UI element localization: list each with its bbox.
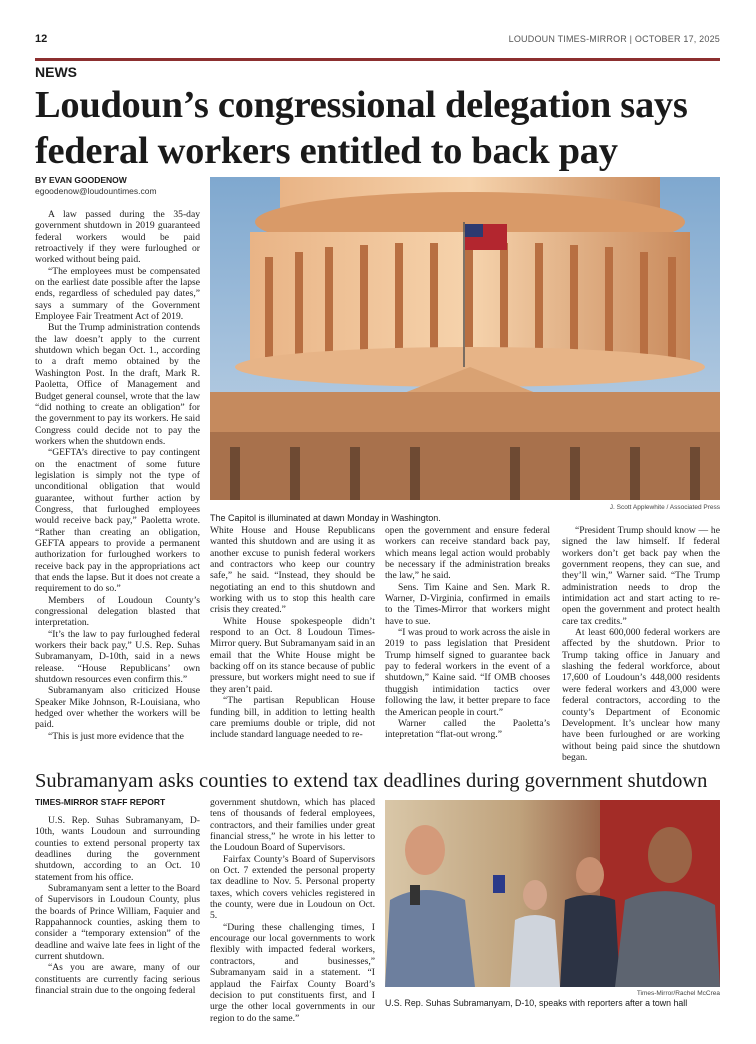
page-number: 12 — [35, 33, 48, 45]
capitol-photo — [210, 177, 720, 500]
story2-column-2 — [210, 797, 375, 1024]
paragraph: “This is just more evidence that the — [48, 730, 184, 742]
paragraph: But the Trump administration contends the law doesn’t apply to the current shutdown which began Oct. 1., according to a draft memo obtained by the Washington Post. In the draft, Mark R. Paoletta, Office of Management and Budget general counsel, wrote that the law “did nothing to create an obligation” for the government to pay its workers. He said Congress could decide not to pay the workers when the shutdown ends. — [35, 322, 200, 447]
headline-2: Subramanyam asks counties to extend tax deadlines during government shutdown — [35, 770, 708, 792]
story1-column-2 — [210, 525, 375, 741]
reporters-image — [385, 800, 720, 987]
paragraph: Members of Loudoun County’s congressional delegation blasted that interpretation. — [35, 594, 200, 629]
byline: BY EVAN GOODENOW — [35, 175, 127, 185]
section-rule — [35, 58, 720, 61]
paragraph: Fairfax County’s Board of Supervisors on Oct. 7 extended the personal property tax deadline to Nov. 5. Personal property taxes, which covers vehicles registered in the county, were due in Loudoun on Oct. 5. — [210, 853, 375, 922]
paragraph: Subramanyam sent a letter to the Board of Supervisors in Loudoun County, plus the boards of Prince William, Faquier and Rappahannock counties, asking them to consider a “temporary extension” of the deadline and waive late fees in light of the current shutdown. — [35, 883, 200, 963]
town-hall-photo — [385, 800, 720, 987]
photo-caption: The Capitol is illuminated at dawn Monday in Washington. — [210, 513, 441, 523]
photo-credit-2: Times-Mirror/Rachel McCrea — [636, 990, 720, 997]
story1-column-3 — [385, 525, 550, 741]
paragraph: U.S. Rep. Suhas Subramanyam, D-10th, wants Loudoun and surrounding counties to extend personal property tax deadlines during the government shutdown, according to an Oct. 10 statement from his office. — [35, 815, 200, 883]
author-email[interactable]: egoodenow@loudountimes.com — [35, 186, 157, 196]
paragraph: A law passed during the 35-day government shutdown in 2019 guaranteed federal workers would be paid retroactively if they were furloughed or worked without being paid. — [35, 209, 200, 266]
section-label: NEWS — [35, 64, 77, 80]
headline: Loudoun’s congressional delegation says federal workers entitled to back pay — [35, 84, 688, 172]
paragraph: “During these challenging times, I encourage our local governments to work flexibly with impacted federal workers, contractors, and businesses,” Subramanyam said in a statement. “I applaud the Fairfax County Board’s decision to put constituents first, and I urge the other local governments in our region to do the same.” — [210, 921, 375, 1024]
paragraph: open the government and ensure federal workers can receive standard back pay, which means legal action would probably be necessary if the administration breaks the law,” he said. — [385, 525, 550, 582]
paragraph: “It’s the law to pay furloughed federal workers their back pay,” U.S. Rep. Suhas Subramanyam, D-10th, said in a news release. “House Republicans’ own shutdown resources even confirm this.” — [35, 628, 200, 686]
story1-column-1 — [35, 209, 200, 742]
paragraph: “The employees must be compensated on the earliest date possible after the lapse ends, regardless of scheduled pay dates,” says a summary of the Government Employee Fair Treatment Act of 2019. — [35, 265, 200, 323]
paragraph: White House spokespeople didn’t respond to an Oct. 8 Loudoun Times-Mirror query. But Subramanyam said in an email that the White House might be backing off on its stance because of public pressure, but workers might need to sue if they aren’t paid. — [210, 615, 375, 695]
byline-2: TIMES-MIRROR STAFF REPORT — [35, 797, 166, 807]
story2-column-1 — [35, 815, 200, 997]
photo-credit: J. Scott Applewhite / Associated Press — [609, 504, 720, 511]
photo-caption-2: U.S. Rep. Suhas Subramanyam, D-10, speaks with reporters after a town hall — [385, 998, 688, 1008]
paragraph: White House and House Republicans wanted this shutdown and are using it as another excuse to punish federal workers and contractors who keep our country safe,” he said. “Instead, they should be negotiating an end to this shutdown and working with us to stop this health care crisis they created.” — [210, 525, 375, 616]
paragraph: Sens. Tim Kaine and Sen. Mark R. Warner, D-Virginia, confirmed in emails to the Times-Mirror that workers might have to sue. — [385, 581, 550, 627]
paragraph: Subramanyam also criticized House Speaker Mike Johnson, R-Louisiana, who hedged over whether the workers will be paid. — [35, 685, 200, 731]
paragraph: “GEFTA’s directive to pay contingent on the enactment of some future legislation is simply not the type of unconditional obligation that would guarantee, without further action by Congress, that furloughed employees would receive back pay,” Paoletta wrote. “Rather than creating an obligation, GEFTA appears to provide a permanent authorization for furloughed workers to receive back pay in the appropriations act that ends the lapse. But it does not create a requirement to do so.” — [35, 447, 200, 595]
paragraph: government shutdown, which has placed tens of thousands of federal employees, contractors, and their families under great financial stress,” he wrote in his letter to the Loudoun Board of Supervisors. — [210, 797, 375, 854]
paragraph: Warner called the Paoletta’s intepretation “flat-out wrong.” — [385, 717, 550, 741]
capitol-dome-image — [210, 177, 720, 500]
masthead: LOUDOUN TIMES-MIRROR | OCTOBER 17, 2025 — [508, 34, 720, 44]
paragraph: “As you are aware, many of our constituents are currently facing serious financial strain due to the ongoing federal — [35, 962, 200, 997]
paragraph: At least 600,000 federal workers are affected by the shutdown. Prior to Trump taking office in January and slashing the federal workforce, about 17,600 of Loudoun’s 448,000 residents were federal workers and 43,000 were federal contractors, according to the county’s Department of Economic Development. It’s unclear how many have been furloughed or are working without being paid since the shutdown began. — [562, 627, 720, 763]
story1-column-4 — [562, 525, 720, 763]
paragraph: “The partisan Republican House funding bill, in addition to letting health care premiums double or triple, did not include standard language needed to re- — [210, 695, 375, 741]
paragraph: “President Trump should know — he signed the law himself. If federal workers don’t get back pay when the government reopens, they can sue, and they’ll win,” Warner said. “The Trump administration needs to drop the intimidation act and start acting to re-open the government and protect health care tax credits.” — [562, 525, 720, 627]
paragraph: “I was proud to work across the aisle in 2019 to pass legislation that President Trump himself signed to guarantee back pay to federal workers in the event of a shutdown,” Kaine said. “If OMB chooses thuggish intimidation tactics over following the law, it better prepare to face the American people in court.” — [385, 627, 550, 718]
